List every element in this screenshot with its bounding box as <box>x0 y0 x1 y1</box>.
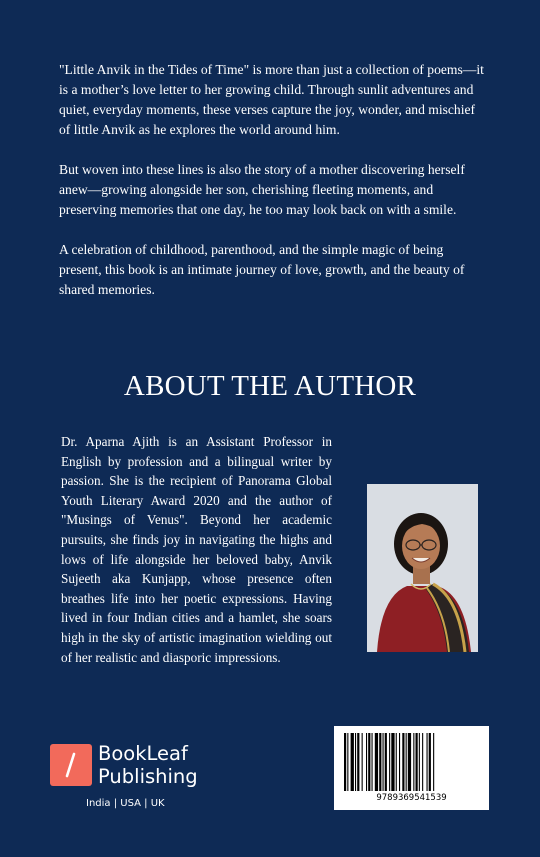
barcode-bar <box>429 733 431 791</box>
barcode-bar <box>427 733 428 791</box>
bookleaf-mark-icon <box>50 744 92 786</box>
barcode-bar <box>419 733 420 791</box>
barcode-bar <box>385 733 387 791</box>
barcode-bar <box>368 733 370 791</box>
barcode-bar <box>379 733 381 791</box>
isbn-barcode <box>334 726 489 810</box>
isbn-number: 9789369541539 <box>376 793 447 803</box>
barcode-bar <box>422 733 423 791</box>
barcode-bar <box>362 733 363 791</box>
barcode-bar <box>389 733 390 791</box>
author-photo <box>367 484 478 652</box>
publisher-tagline: India | USA | UK <box>86 798 165 809</box>
barcode-bar <box>366 733 367 791</box>
slash-icon <box>50 744 92 786</box>
barcode-bar <box>372 733 373 791</box>
about-author-heading: ABOUT THE AUTHOR <box>123 370 417 402</box>
blurb-paragraph-3: A celebration of childhood, parenthood, and the simple magic of being present, this book is an intimate journey of love, growth, and the beauty of shared memories. <box>59 242 465 297</box>
barcode-bar <box>396 733 397 791</box>
author-bio: Dr. Aparna Ajith is an Assistant Professor in English by profession and a bilingual writer by passion. She is the recipient of Panorama Global Youth Literary Award 2020 and the author of "Musings of Venus". Beyond her academic pursuits, she finds joy in navigating the highs and lows of life alongside her beloved baby, Anvik Sujeeth aka Kunjapp, whose presence often breathes life into her poetic expressions. Having lived in four Indian cities and a hamlet, she soars high in the sky of artistic imagination wielding out of her realistic and diasporic impressions. <box>61 434 332 665</box>
barcode-bars <box>342 733 481 791</box>
publisher-name <box>98 742 198 788</box>
back-cover-blurb <box>59 60 484 320</box>
blurb-paragraph-1: "Little Anvik in the Tides of Time" is more than just a collection of poems—it is a mother’s love letter to her growing child. Through sunlit adventures and quiet, everyday moments, these verses capture the joy, wonder, and mischief of little Anvik as he explores the world around him. <box>59 62 484 137</box>
author-portrait-illustration <box>367 484 478 652</box>
barcode-bar <box>413 733 414 791</box>
barcode-bar <box>347 733 348 791</box>
blurb-paragraph-2: But woven into these lines is also the story of a mother discovering herself anew—growing alongside her son, cherishing fleeting moments, and preserving memories that one day, he too may look back on with a smile. <box>59 162 465 217</box>
publisher-name-line-2: Publishing <box>98 765 198 788</box>
barcode-bar <box>355 733 356 791</box>
barcode-bar <box>351 733 354 791</box>
barcode-bar <box>344 733 346 791</box>
barcode-bar <box>391 733 394 791</box>
barcode-bar <box>408 733 411 791</box>
barcode-bar <box>433 733 434 791</box>
barcode-bar <box>416 733 418 791</box>
barcode-bar <box>399 733 400 791</box>
barcode-bar <box>402 733 404 791</box>
publisher-logo <box>50 744 210 834</box>
barcode-bar <box>406 733 407 791</box>
barcode-bar <box>383 733 384 791</box>
barcode-bar <box>357 733 359 791</box>
publisher-name-line-1: BookLeaf <box>98 742 188 765</box>
barcode-bar <box>375 733 378 791</box>
